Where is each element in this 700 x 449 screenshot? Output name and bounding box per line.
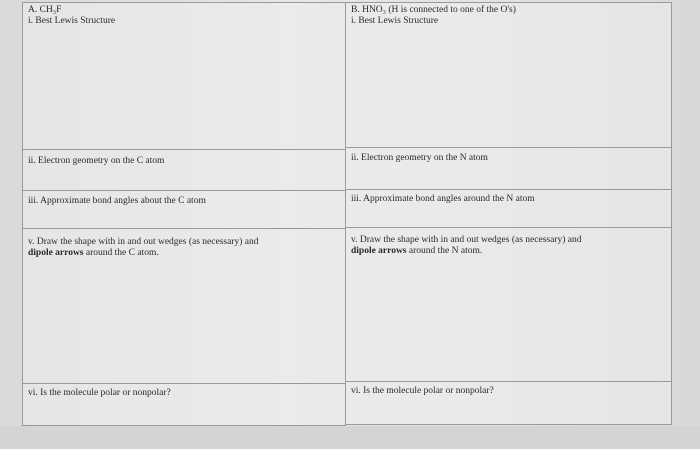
partB-dipole-arrows-emphasis: dipole arrows [351,245,407,256]
partA-bond-angles-cell [22,190,346,229]
partB-q3-label: iii. Approximate bond angles around the N atom [351,194,535,204]
partB-draw-shape-cell [345,227,672,382]
partB-bond-angles-cell [345,189,672,228]
partA-q5-line2-rest: around the C atom. [83,247,159,258]
partA-title: A. CH₃F [28,5,62,15]
partB-q1-label: i. Best Lewis Structure [351,15,439,26]
partB-lewis-cell [345,2,672,148]
partA-q5-line1: v. Draw the shape with in and out wedges (as necessary) and [28,237,259,247]
partA-draw-shape-cell [22,228,346,384]
partA-q6-label: vi. Is the molecule polar or nonpolar? [28,388,171,398]
partA-electron-geometry-cell [22,149,346,191]
partB-polarity-cell [345,381,672,425]
partA-dipole-arrows-emphasis: dipole arrows [28,247,84,258]
partB-q2-label: ii. Electron geometry on the N atom [351,153,488,163]
partB-q5-line1: v. Draw the shape with in and out wedges (as necessary) and [351,235,582,245]
partB-title: B. HNO₃ (H is connected to one of the O's) [351,5,516,15]
partA-q5-line2 [28,248,340,259]
partB-q5-line2 [351,246,666,257]
partB-q6-label: vi. Is the molecule polar or nonpolar? [351,386,494,396]
partA-q3-label: iii. Approximate bond angles about the C atom [28,196,206,206]
partB-q5-line2-rest: around the N atom. [406,245,483,256]
partA-q2-label: ii. Electron geometry on the C atom [28,156,165,166]
page-bottom-margin [0,426,700,449]
partA-lewis-cell [22,2,346,150]
partA-q1-label: i. Best Lewis Structure [28,15,116,26]
partA-polarity-cell [22,383,346,426]
partB-electron-geometry-cell [345,147,672,190]
